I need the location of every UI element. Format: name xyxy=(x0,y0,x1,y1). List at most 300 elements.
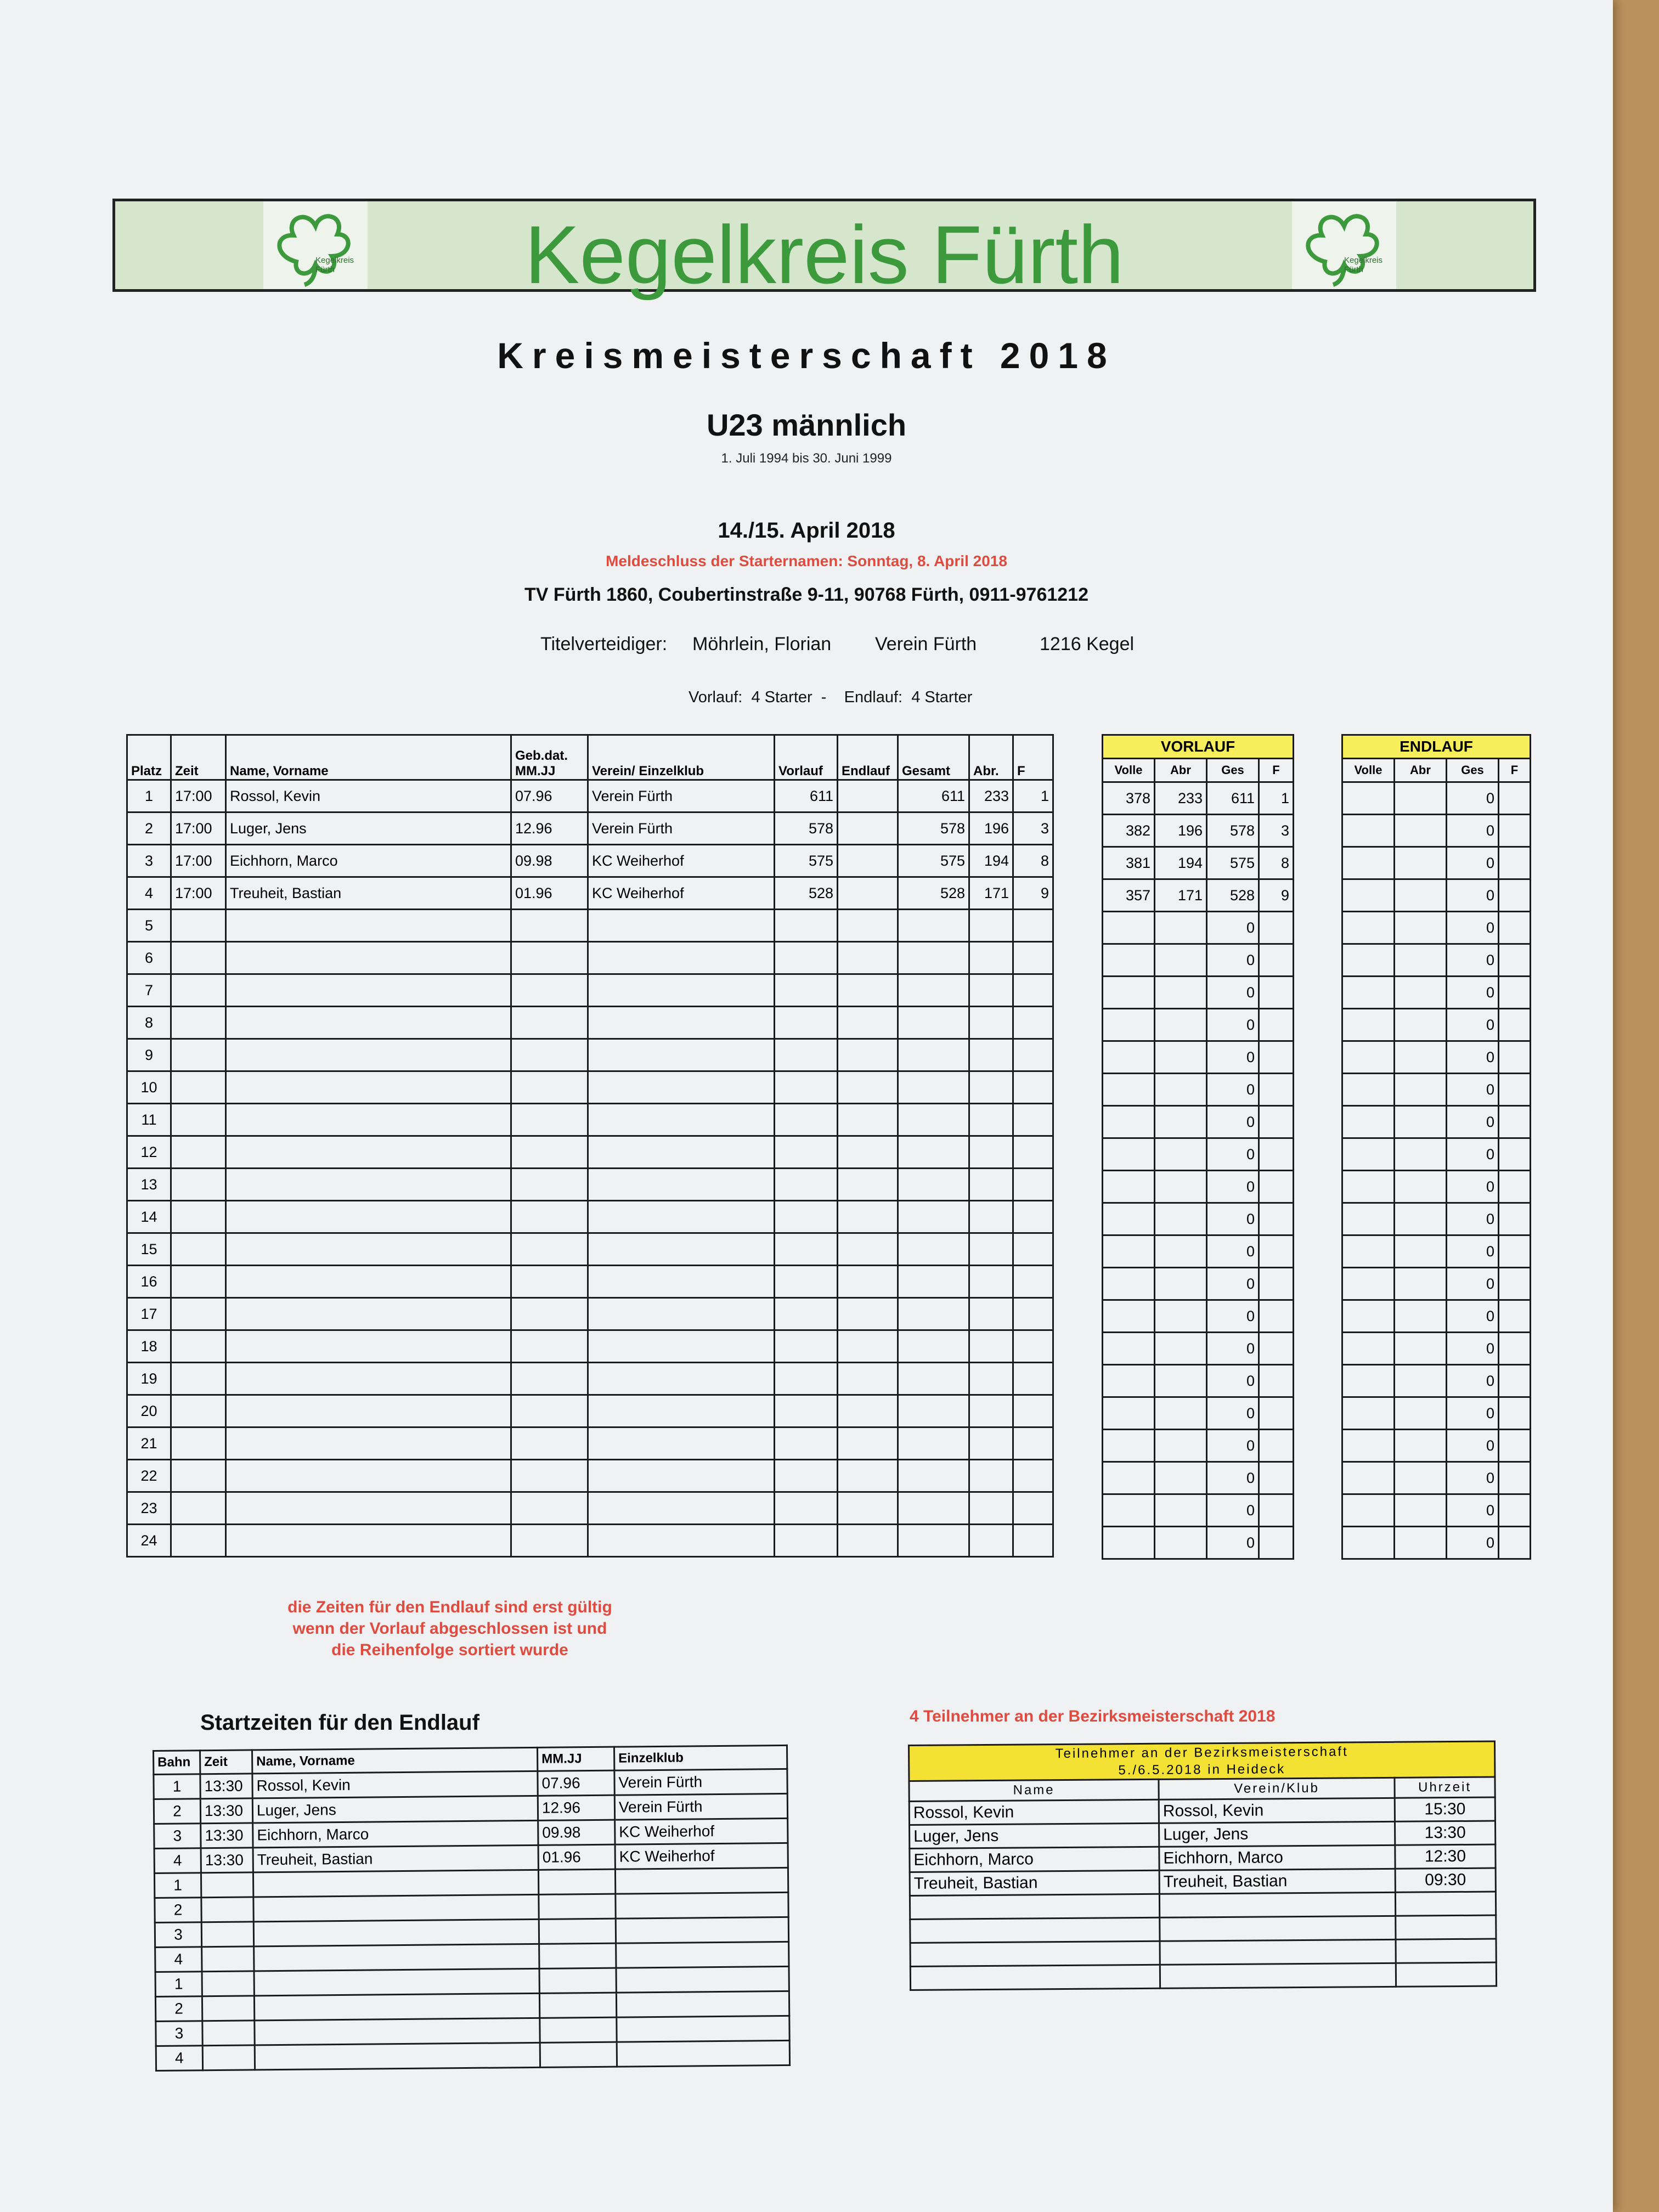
endlauf-header-cell: Volle xyxy=(1342,759,1395,782)
results-cell xyxy=(226,1492,511,1525)
results-cell xyxy=(1013,1330,1053,1363)
results-header-cell: Zeit xyxy=(171,735,226,780)
endlauf-cell: 0 xyxy=(1447,879,1499,912)
results-cell xyxy=(969,1363,1013,1395)
endlauf-row xyxy=(1342,815,1531,847)
results-cell xyxy=(969,1136,1013,1169)
results-cell xyxy=(838,780,898,812)
vorlauf-cell: 381 xyxy=(1103,847,1155,879)
results-cell xyxy=(898,1298,969,1330)
start-header-cell: Zeit xyxy=(200,1750,252,1774)
endlauf-note-line1: die Zeiten für den Endlauf sind erst gültig xyxy=(287,1598,612,1616)
start-header-cell: Einzelklub xyxy=(614,1745,787,1770)
results-place-cell: 9 xyxy=(127,1039,171,1071)
results-cell: 17:00 xyxy=(171,845,226,877)
vorlauf-cell xyxy=(1103,912,1155,944)
results-cell: 2 xyxy=(127,812,171,845)
vorlauf-row xyxy=(1103,815,1294,847)
start-cell: 09.98 xyxy=(538,1820,615,1845)
start-cell xyxy=(201,1922,253,1947)
endlauf-row xyxy=(1342,1527,1531,1559)
vorlauf-cell: 611 xyxy=(1207,782,1259,815)
bezirk-table-heading xyxy=(909,1741,1495,1781)
results-cell xyxy=(969,1104,1013,1136)
results-cell xyxy=(898,1233,969,1266)
start-cell xyxy=(540,2017,617,2042)
results-cell: Luger, Jens xyxy=(226,812,511,845)
start-cell: 3 xyxy=(154,1824,201,1849)
bezirk-row xyxy=(910,1868,1496,1895)
results-row xyxy=(127,812,1053,845)
endlauf-cell xyxy=(1342,977,1395,1009)
endlauf-header-cell: F xyxy=(1499,759,1531,782)
vorlauf-cell xyxy=(1103,1365,1155,1397)
start-cell xyxy=(202,1996,254,2021)
bezirk-cell: Treuheit, Bastian xyxy=(1159,1869,1395,1894)
results-row-empty xyxy=(127,1233,1053,1266)
results-cell xyxy=(588,942,775,974)
endlauf-row xyxy=(1342,1041,1531,1074)
results-cell: 528 xyxy=(775,877,838,910)
results-cell xyxy=(838,812,898,845)
results-cell: 578 xyxy=(775,812,838,845)
vorlauf-row xyxy=(1103,1106,1294,1138)
results-cell xyxy=(171,1039,226,1071)
start-cell xyxy=(255,2042,540,2070)
vorlauf-cell: 0 xyxy=(1207,1527,1259,1559)
bezirk-cell: Rossol, Kevin xyxy=(909,1800,1159,1825)
vorlauf-cell xyxy=(1103,944,1155,977)
results-cell xyxy=(226,1427,511,1460)
results-cell: 17:00 xyxy=(171,877,226,910)
results-cell xyxy=(838,1298,898,1330)
results-cell: Treuheit, Bastian xyxy=(226,877,511,910)
results-cell xyxy=(1013,974,1053,1007)
vorlauf-cell: 0 xyxy=(1207,1074,1259,1106)
results-cell xyxy=(588,1104,775,1136)
banner-title: Kegelkreis Fürth xyxy=(524,208,1124,301)
bezirk-row xyxy=(910,1844,1496,1872)
results-cell xyxy=(775,1007,838,1039)
bezirk-header-cell: Uhrzeit xyxy=(1395,1777,1495,1798)
start-times-table xyxy=(153,1745,791,2072)
results-cell: 9 xyxy=(1013,877,1053,910)
bezirk-row xyxy=(910,1821,1496,1848)
results-cell xyxy=(838,1136,898,1169)
results-cell: 578 xyxy=(898,812,969,845)
vorlauf-cell xyxy=(1155,1009,1207,1041)
start-cell xyxy=(538,1869,615,1894)
bezirk-cell: Luger, Jens xyxy=(1159,1822,1395,1847)
vorlauf-cell xyxy=(1259,1397,1294,1430)
vorlauf-row xyxy=(1103,782,1294,815)
endlauf-row xyxy=(1342,1365,1531,1397)
results-place-cell: 19 xyxy=(127,1363,171,1395)
endlauf-cell xyxy=(1395,1074,1447,1106)
vorlauf-cell: 0 xyxy=(1207,1106,1259,1138)
endlauf-cell xyxy=(1342,879,1395,912)
endlauf-cell xyxy=(1395,1430,1447,1462)
results-cell xyxy=(226,1330,511,1363)
logo-left-text: Kegelkreis Fürth xyxy=(315,256,354,274)
vorlauf-cell xyxy=(1103,977,1155,1009)
results-cell: 194 xyxy=(969,845,1013,877)
endlauf-cell xyxy=(1395,1203,1447,1235)
results-cell xyxy=(511,1525,588,1557)
results-cell xyxy=(588,1136,775,1169)
vorlauf-row xyxy=(1103,1430,1294,1462)
vorlauf-cell: 0 xyxy=(1207,1041,1259,1074)
defender-label: Titelverteidiger: xyxy=(540,634,668,654)
endlauf-title: ENDLAUF xyxy=(1342,735,1531,759)
start-cell: KC Weiherhof xyxy=(615,1818,788,1844)
results-cell: 528 xyxy=(898,877,969,910)
bezirk-cell xyxy=(910,1918,1160,1943)
vorlauf-row xyxy=(1103,1462,1294,1494)
vorlauf-cell: 0 xyxy=(1207,944,1259,977)
results-cell xyxy=(838,974,898,1007)
results-cell xyxy=(588,1007,775,1039)
vorlauf-cell xyxy=(1155,977,1207,1009)
endlauf-cell xyxy=(1499,1333,1531,1365)
results-cell: 4 xyxy=(127,877,171,910)
vorlauf-cell: 0 xyxy=(1207,1203,1259,1235)
results-cell xyxy=(588,1492,775,1525)
bezirk-cell xyxy=(910,1942,1160,1967)
vorlauf-header-cell: Abr xyxy=(1155,759,1207,782)
results-cell xyxy=(171,1330,226,1363)
endlauf-cell xyxy=(1499,1138,1531,1171)
results-cell xyxy=(171,1104,226,1136)
results-cell xyxy=(775,1039,838,1071)
results-cell: Eichhorn, Marco xyxy=(226,845,511,877)
results-cell xyxy=(1013,1039,1053,1071)
results-cell xyxy=(588,1266,775,1298)
start-cell xyxy=(253,1894,539,1922)
start-cell xyxy=(255,2018,540,2045)
endlauf-cell xyxy=(1499,1074,1531,1106)
results-cell xyxy=(838,1039,898,1071)
bezirk-cell: Treuheit, Bastian xyxy=(910,1871,1159,1896)
results-cell: 17:00 xyxy=(171,780,226,812)
results-cell xyxy=(838,1233,898,1266)
endlauf-cell xyxy=(1499,879,1531,912)
vorlauf-row xyxy=(1103,879,1294,912)
results-cell xyxy=(969,1427,1013,1460)
results-cell xyxy=(511,910,588,942)
results-cell: 196 xyxy=(969,812,1013,845)
category-title: U23 männlich xyxy=(706,408,907,442)
results-cell xyxy=(775,910,838,942)
vorlauf-title: VORLAUF xyxy=(1103,735,1294,759)
endlauf-cell: 0 xyxy=(1447,782,1499,815)
results-cell xyxy=(969,1266,1013,1298)
results-cell xyxy=(588,1233,775,1266)
endlauf-cell xyxy=(1395,944,1447,977)
results-header-cell: Endlauf xyxy=(838,735,898,780)
endlauf-row xyxy=(1342,1171,1531,1203)
results-cell xyxy=(898,1266,969,1298)
results-cell xyxy=(511,1298,588,1330)
results-cell: 1 xyxy=(1013,780,1053,812)
results-cell xyxy=(588,1298,775,1330)
results-cell xyxy=(171,1233,226,1266)
results-row-empty xyxy=(127,1169,1053,1201)
results-cell xyxy=(969,1525,1013,1557)
endlauf-cell xyxy=(1395,1397,1447,1430)
results-place-cell: 11 xyxy=(127,1104,171,1136)
vorlauf-cell xyxy=(1103,1397,1155,1430)
start-cell xyxy=(202,2021,255,2046)
results-cell: 233 xyxy=(969,780,1013,812)
results-cell xyxy=(1013,1169,1053,1201)
vorlauf-cell xyxy=(1155,1106,1207,1138)
start-cell xyxy=(617,2016,789,2042)
results-row-empty xyxy=(127,1330,1053,1363)
vorlauf-cell xyxy=(1155,944,1207,977)
vorlauf-cell: 0 xyxy=(1207,1009,1259,1041)
results-cell xyxy=(898,1136,969,1169)
endlauf-row xyxy=(1342,944,1531,977)
results-cell xyxy=(226,1460,511,1492)
vorlauf-cell xyxy=(1155,1203,1207,1235)
results-header-cell: Gesamt xyxy=(898,735,969,780)
vorlauf-cell xyxy=(1259,977,1294,1009)
results-place-cell: 5 xyxy=(127,910,171,942)
start-cell: 12.96 xyxy=(538,1795,614,1820)
start-cell xyxy=(539,1968,616,1993)
results-place-cell: 10 xyxy=(127,1071,171,1104)
results-row-empty xyxy=(127,1039,1053,1071)
endlauf-row xyxy=(1342,1074,1531,1106)
results-cell xyxy=(511,974,588,1007)
endlauf-cell xyxy=(1342,1333,1395,1365)
vorlauf-row xyxy=(1103,1041,1294,1074)
results-cell xyxy=(969,1460,1013,1492)
endlauf-cell xyxy=(1499,912,1531,944)
results-cell xyxy=(898,1330,969,1363)
endlauf-cell xyxy=(1342,782,1395,815)
vorlauf-header-cell: Volle xyxy=(1103,759,1155,782)
endlauf-cell: 0 xyxy=(1447,1041,1499,1074)
results-cell: 575 xyxy=(775,845,838,877)
start-cell xyxy=(616,1917,788,1943)
start-lane-cell: 1 xyxy=(155,1972,202,1997)
endlauf-cell xyxy=(1342,815,1395,847)
results-row-empty xyxy=(127,1492,1053,1525)
vorlauf-row xyxy=(1103,1138,1294,1171)
results-cell xyxy=(838,1201,898,1233)
results-cell xyxy=(838,910,898,942)
age-range: 1. Juli 1994 bis 30. Juni 1999 xyxy=(721,451,892,466)
start-lane-cell: 3 xyxy=(155,1922,201,1948)
results-cell xyxy=(838,1071,898,1104)
bezirk-cell xyxy=(1396,1962,1496,1987)
vorlauf-cell: 378 xyxy=(1103,782,1155,815)
endlauf-cell xyxy=(1499,1171,1531,1203)
endlauf-cell xyxy=(1499,1009,1531,1041)
start-cell xyxy=(202,1971,254,1996)
start-times-title: Startzeiten für den Endlauf xyxy=(200,1711,479,1735)
start-cell xyxy=(616,1991,789,2017)
vorlauf-cell xyxy=(1259,1300,1294,1333)
vorlauf-row xyxy=(1103,944,1294,977)
start-cell xyxy=(616,1966,789,1993)
endlauf-cell xyxy=(1342,1138,1395,1171)
vorlauf-row xyxy=(1103,1527,1294,1559)
bezirk-cell: Luger, Jens xyxy=(910,1824,1159,1849)
vorlauf-cell xyxy=(1259,912,1294,944)
endlauf-cell xyxy=(1395,1138,1447,1171)
endlauf-cell: 0 xyxy=(1447,1527,1499,1559)
results-place-cell: 8 xyxy=(127,1007,171,1039)
results-cell xyxy=(1013,1104,1053,1136)
vorlauf-cell xyxy=(1155,1494,1207,1527)
results-cell xyxy=(511,1427,588,1460)
vorlauf-row xyxy=(1103,1235,1294,1268)
results-cell xyxy=(775,1427,838,1460)
endlauf-row xyxy=(1342,1268,1531,1300)
start-cell xyxy=(539,1894,616,1919)
bezirk-cell: 09:30 xyxy=(1395,1868,1496,1892)
vorlauf-cell xyxy=(1155,1462,1207,1494)
results-cell xyxy=(588,1039,775,1071)
results-cell: 01.96 xyxy=(511,877,588,910)
vorlauf-row xyxy=(1103,1268,1294,1300)
results-cell xyxy=(226,974,511,1007)
results-cell xyxy=(898,1071,969,1104)
results-cell xyxy=(226,1169,511,1201)
endlauf-cell: 0 xyxy=(1447,1397,1499,1430)
logo-right-text: Kegelkreis Fürth xyxy=(1344,256,1383,274)
bezirk-cell: Eichhorn, Marco xyxy=(1159,1846,1395,1871)
endlauf-cell: 0 xyxy=(1447,1333,1499,1365)
start-cell: 13:30 xyxy=(200,1798,252,1824)
endlauf-row xyxy=(1342,1203,1531,1235)
endlauf-cell xyxy=(1499,1494,1531,1527)
results-cell xyxy=(1013,1525,1053,1557)
bezirk-row-empty xyxy=(910,1915,1496,1943)
vorlauf-row xyxy=(1103,977,1294,1009)
endlauf-cell xyxy=(1395,1527,1447,1559)
results-cell xyxy=(171,1363,226,1395)
results-cell xyxy=(588,1330,775,1363)
results-row-empty xyxy=(127,1007,1053,1039)
endlauf-cell xyxy=(1499,782,1531,815)
results-cell xyxy=(588,1395,775,1427)
results-place-cell: 15 xyxy=(127,1233,171,1266)
results-place-cell: 16 xyxy=(127,1266,171,1298)
endlauf-cell: 0 xyxy=(1447,1268,1499,1300)
endlauf-cell xyxy=(1342,1074,1395,1106)
start-cell: 13:30 xyxy=(200,1774,252,1799)
bezirk-row-empty xyxy=(910,1962,1496,1990)
endlauf-cell xyxy=(1395,1268,1447,1300)
bezirk-row xyxy=(909,1797,1495,1825)
endlauf-row xyxy=(1342,1494,1531,1527)
vorlauf-cell: 0 xyxy=(1207,1300,1259,1333)
vorlauf-header-cell: F xyxy=(1259,759,1294,782)
results-cell xyxy=(226,1298,511,1330)
vorlauf-row xyxy=(1103,1494,1294,1527)
endlauf-row xyxy=(1342,1300,1531,1333)
results-cell xyxy=(969,1298,1013,1330)
results-cell xyxy=(898,1363,969,1395)
start-lane-cell: 2 xyxy=(155,1996,202,2022)
results-cell xyxy=(775,1136,838,1169)
vorlauf-cell: 8 xyxy=(1259,847,1294,879)
vorlauf-row xyxy=(1103,1365,1294,1397)
endlauf-note-line3: die Reihenfolge sortiert wurde xyxy=(331,1641,568,1659)
results-cell xyxy=(775,1266,838,1298)
endlauf-cell xyxy=(1395,815,1447,847)
results-cell xyxy=(588,974,775,1007)
results-cell xyxy=(226,1201,511,1233)
endlauf-cell xyxy=(1499,1430,1531,1462)
start-cell: 1 xyxy=(154,1774,200,1799)
vorlauf-cell xyxy=(1259,1365,1294,1397)
results-cell xyxy=(775,1460,838,1492)
results-cell xyxy=(898,1007,969,1039)
vorlauf-cell xyxy=(1259,1106,1294,1138)
results-table xyxy=(126,734,1054,1558)
bezirk-cell xyxy=(1160,1963,1396,1989)
results-cell xyxy=(838,942,898,974)
endlauf-cell xyxy=(1342,1365,1395,1397)
endlauf-cell xyxy=(1499,1106,1531,1138)
bezirk-cell xyxy=(1160,1916,1396,1942)
results-cell xyxy=(969,1169,1013,1201)
vorlauf-row xyxy=(1103,912,1294,944)
endlauf-cell xyxy=(1395,879,1447,912)
endlauf-cell xyxy=(1499,847,1531,879)
start-cell xyxy=(615,1867,788,1894)
endlauf-cell xyxy=(1499,1397,1531,1430)
results-cell xyxy=(838,1395,898,1427)
defender-name: Möhrlein, Florian xyxy=(692,634,832,654)
results-cell xyxy=(969,1395,1013,1427)
endlauf-cell xyxy=(1395,1009,1447,1041)
endlauf-cell xyxy=(1342,1268,1395,1300)
vorlauf-cell xyxy=(1259,1041,1294,1074)
vorlauf-cell xyxy=(1103,1138,1155,1171)
vorlauf-cell xyxy=(1155,1527,1207,1559)
vorlauf-row xyxy=(1103,1009,1294,1041)
results-place-cell: 17 xyxy=(127,1298,171,1330)
results-cell xyxy=(775,1363,838,1395)
results-cell xyxy=(969,910,1013,942)
vorlauf-row xyxy=(1103,1203,1294,1235)
endlauf-cell xyxy=(1499,1203,1531,1235)
results-cell xyxy=(171,1395,226,1427)
results-cell: 3 xyxy=(1013,812,1053,845)
results-cell xyxy=(775,1233,838,1266)
start-cell xyxy=(201,1897,253,1922)
vorlauf-cell xyxy=(1103,1106,1155,1138)
start-cell xyxy=(539,1943,616,1968)
results-place-cell: 22 xyxy=(127,1460,171,1492)
start-cell: KC Weiherhof xyxy=(615,1843,788,1869)
results-cell xyxy=(226,1525,511,1557)
vorlauf-header-cell: Ges xyxy=(1207,759,1259,782)
results-cell xyxy=(588,1169,775,1201)
endlauf-cell xyxy=(1499,1041,1531,1074)
vorlauf-cell xyxy=(1259,1171,1294,1203)
endlauf-row xyxy=(1342,977,1531,1009)
endlauf-cell: 0 xyxy=(1447,1235,1499,1268)
results-cell xyxy=(511,1395,588,1427)
results-row-empty xyxy=(127,1395,1053,1427)
